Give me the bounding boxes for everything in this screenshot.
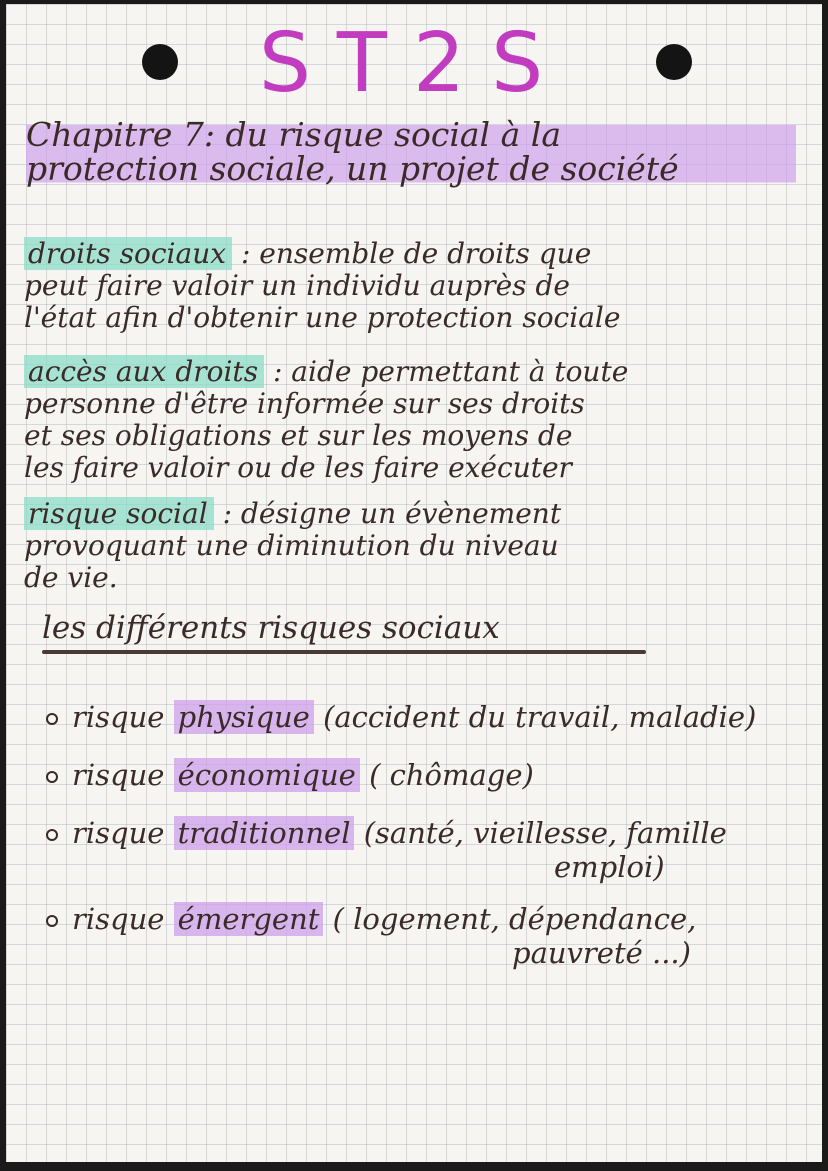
risk-type: traditionnel [174, 816, 355, 850]
section-heading: les différents risques sociaux [42, 610, 500, 646]
risk-prefix: risque [72, 700, 165, 734]
risk-prefix: risque [72, 902, 165, 936]
bullet-icon [46, 915, 58, 927]
chapter-heading [26, 115, 796, 188]
risk-type: économique [174, 758, 360, 792]
definition-acces-aux-droits [24, 356, 814, 484]
heading-underline [42, 650, 646, 654]
definition-text: personne d'être informée sur ses droits [24, 387, 585, 420]
risk-detail: ( logement, dépendance, [332, 902, 697, 936]
definition-text: de vie. [24, 561, 118, 594]
definition-text: l'état afin d'obtenir une protection sociale [24, 301, 621, 334]
definition-term: accès aux droits [24, 355, 264, 388]
definition-droits-sociaux [24, 238, 814, 334]
definition-risque-social [24, 498, 814, 594]
definition-text: : désigne un évènement [222, 497, 562, 530]
notebook-page [6, 4, 822, 1162]
list-item [46, 700, 756, 734]
risk-detail-continued: emploi) [554, 850, 665, 884]
bullet-icon [46, 771, 58, 783]
list-item [46, 902, 696, 936]
risk-type: émergent [174, 902, 324, 936]
definition-text: et ses obligations et sur les moyens de [24, 419, 573, 452]
risk-prefix: risque [72, 816, 165, 850]
bullet-icon [46, 829, 58, 841]
list-item [46, 816, 727, 850]
list-item [46, 758, 534, 792]
chapter-line-2: protection sociale, un projet de société [26, 149, 679, 188]
page-title: ST2S [258, 16, 570, 111]
risk-detail-continued: pauvreté ...) [512, 936, 691, 970]
definition-text: : ensemble de droits que [240, 237, 592, 270]
definition-text: les faire valoir ou de les faire exécuter [24, 451, 572, 484]
risk-detail: (accident du travail, maladie) [323, 700, 757, 734]
chapter-line-1: Chapitre 7: du risque social à la [26, 115, 561, 154]
definition-term: droits sociaux [24, 237, 232, 270]
risk-detail: (santé, vieillesse, famille [363, 816, 727, 850]
definition-text: peut faire valoir un individu auprès de [24, 269, 570, 302]
risk-prefix: risque [72, 758, 165, 792]
definition-term: risque social [24, 497, 214, 530]
definition-text: provoquant une diminution du niveau [24, 529, 559, 562]
definition-text: : aide permettant à toute [272, 355, 629, 388]
risk-detail: ( chômage) [369, 758, 534, 792]
bullet-icon [46, 713, 58, 725]
risk-type: physique [174, 700, 314, 734]
